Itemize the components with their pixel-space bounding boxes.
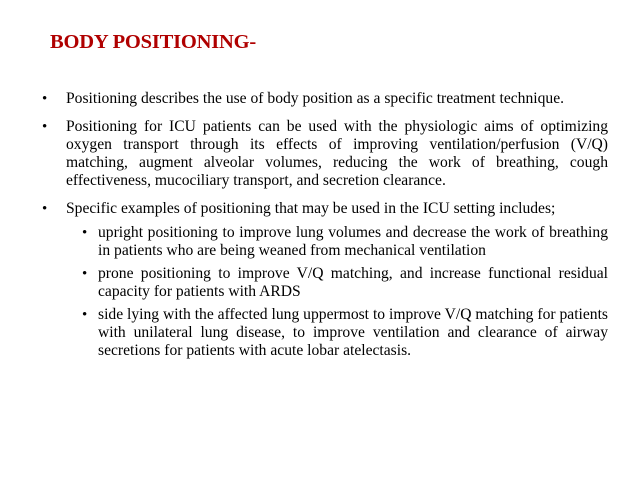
bullet-item [40, 200, 608, 218]
sub-bullet-text: upright positioning to improve lung volumes and decrease the work of breathing in patients who are being weaned from mechanical ventilation [98, 224, 608, 259]
bullet-icon: • [42, 91, 48, 107]
sub-bullet-item [40, 306, 608, 360]
sub-bullet-text: side lying with the affected lung uppermost to improve V/Q matching for patients with unilateral lung disease, to improve ventilation and clearance of airway secretions for patients with acute lobar atelectasis. [98, 306, 608, 359]
bullet-text: Positioning describes the use of body position as a specific treatment technique. [66, 90, 565, 107]
sub-bullet-item [40, 265, 608, 301]
sub-bullet-icon: • [82, 307, 88, 323]
bullet-text: Positioning for ICU patients can be used with the physiologic aims of optimizing oxygen transport through its effects of improving ventilation/perfusion (V/Q) matching, augment alveolar volumes, reducing the work of breathing, cough effectiveness, mucociliary transport, and secretion clearance. [66, 118, 608, 189]
bullet-item [40, 90, 608, 108]
bullet-list [40, 90, 608, 365]
slide-title: BODY POSITIONING- [50, 31, 256, 53]
bullet-item [40, 118, 608, 190]
bullet-icon: • [42, 201, 48, 217]
sub-bullet-icon: • [82, 266, 88, 282]
sub-bullet-item [40, 224, 608, 260]
bullet-text: Specific examples of positioning that may be used in the ICU setting includes; [66, 200, 556, 217]
sub-bullet-text: prone positioning to improve V/Q matching, and increase functional residual capacity for patients with ARDS [98, 265, 608, 300]
sub-bullet-icon: • [82, 225, 88, 241]
bullet-icon: • [42, 119, 48, 135]
